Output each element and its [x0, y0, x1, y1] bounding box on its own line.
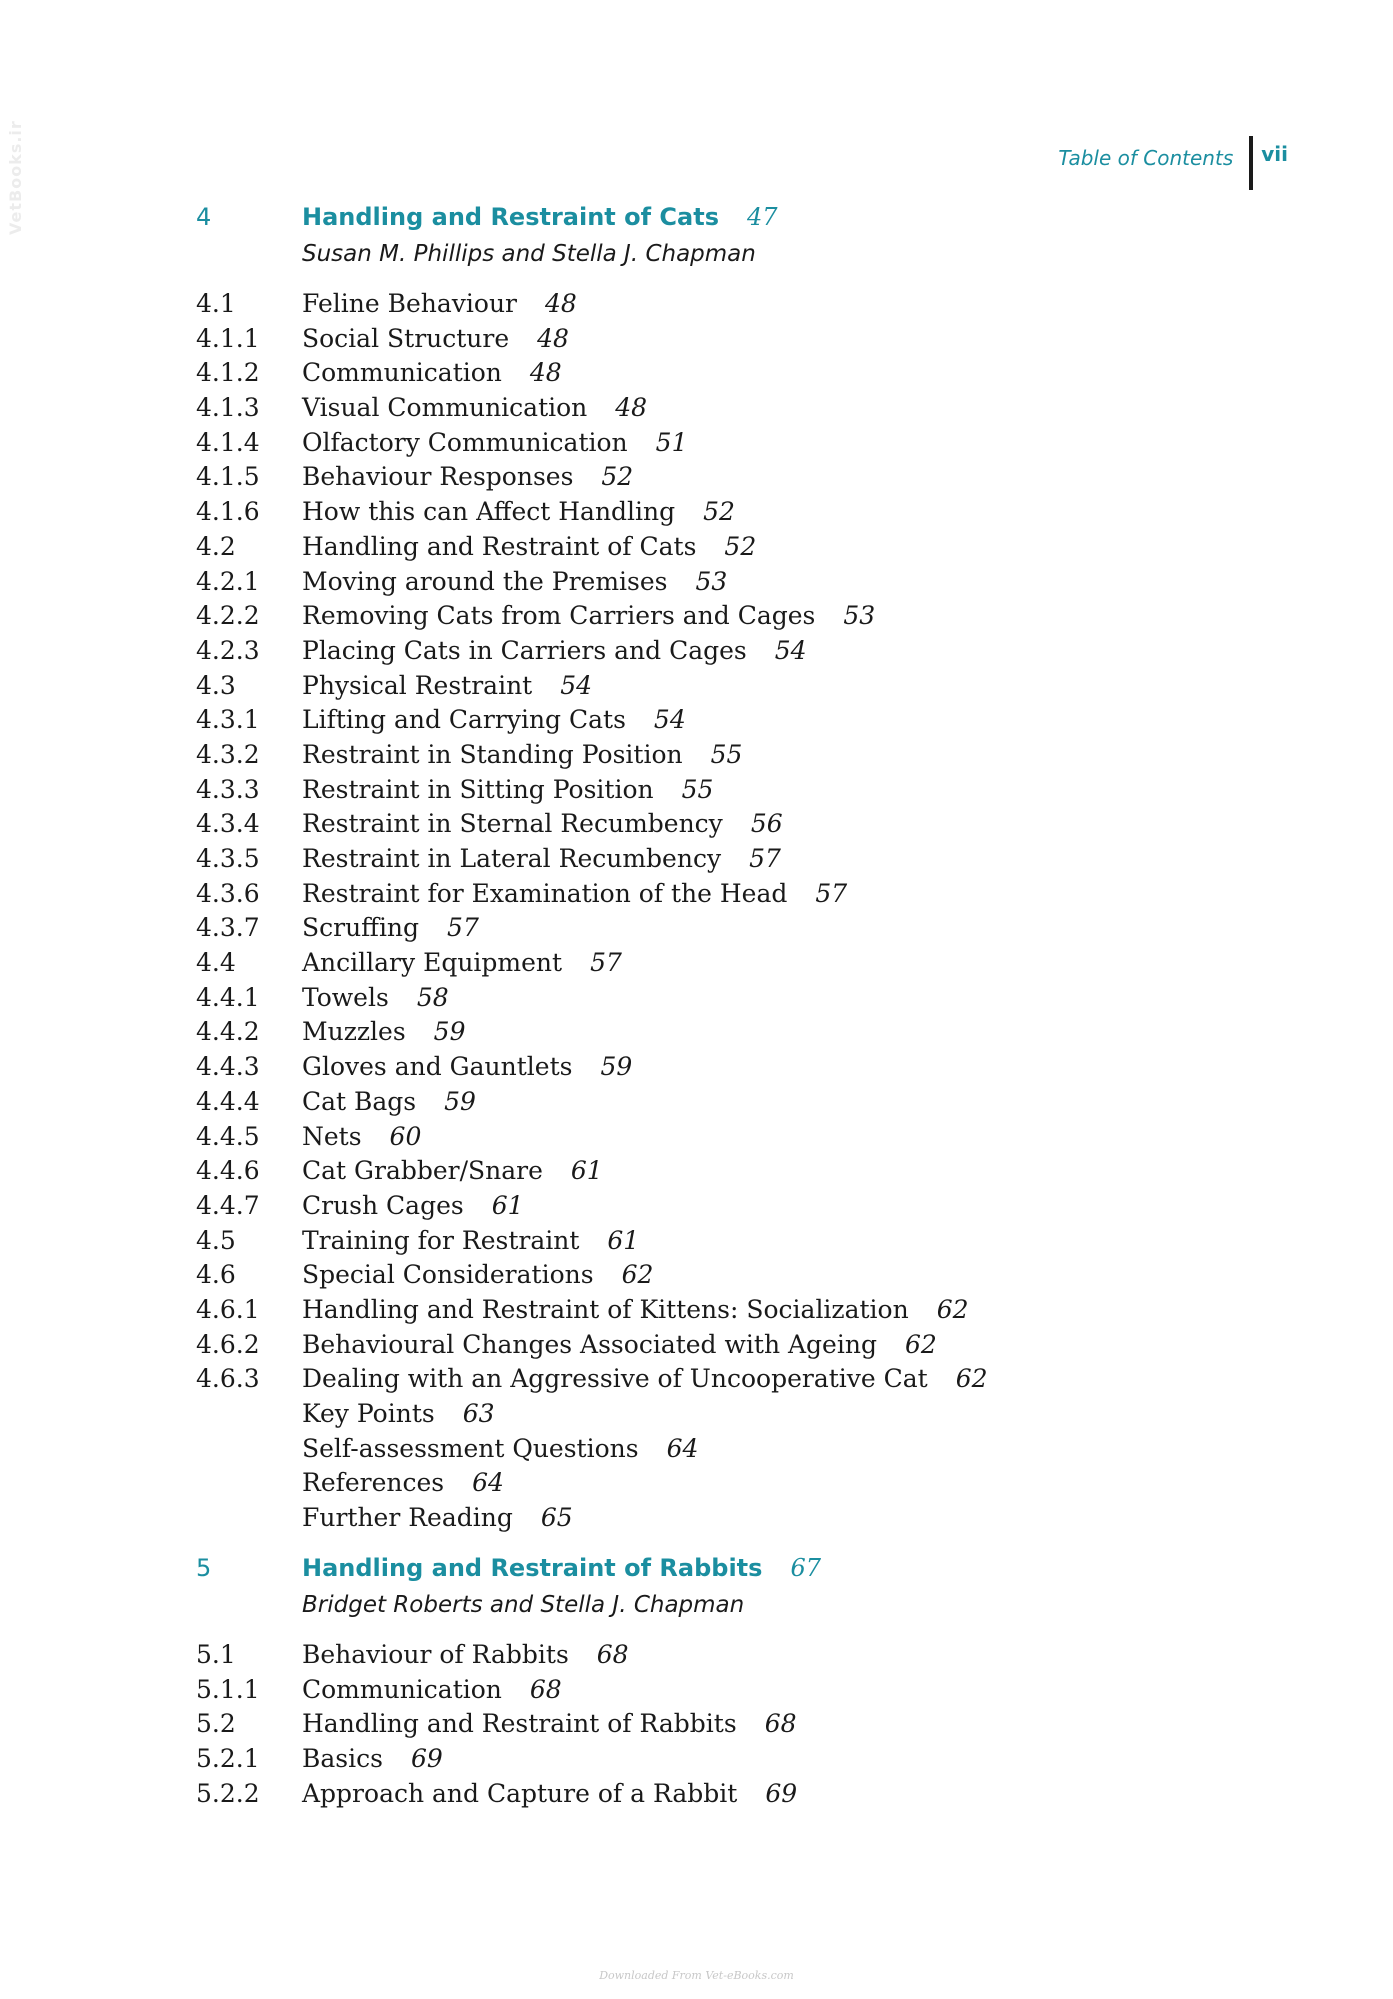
entry-page: 68	[596, 1640, 629, 1669]
entry-page: 52	[724, 531, 757, 561]
toc-entry[interactable]	[196, 1709, 1296, 1744]
entry-title: Ancillary Equipment	[302, 948, 563, 978]
entry-page: 48	[545, 289, 577, 318]
toc-entry[interactable]	[196, 636, 1296, 671]
toc-entry[interactable]	[196, 844, 1296, 879]
entry-title: Behavioural Changes Associated with Ageing	[302, 1329, 877, 1359]
entry-number: 4.1.5	[196, 462, 260, 492]
entry-title: Further Reading	[302, 1503, 513, 1533]
chapter-authors: Bridget Roberts and Stella J. Chapman	[302, 1592, 745, 1618]
entry-number: 4.3	[196, 670, 236, 700]
entry-number: 4.4.1	[196, 982, 260, 1012]
entry-number: 4.4.4	[196, 1086, 260, 1116]
entry-page: 59	[600, 1052, 633, 1082]
toc-entry[interactable]	[196, 775, 1296, 810]
side-watermark: VetBooks.ir	[6, 120, 25, 235]
entry-title: Cat Bags	[302, 1086, 417, 1116]
entry-title: Placing Cats in Carriers and Cages	[302, 635, 747, 665]
entry-number: 4.4.2	[196, 1017, 260, 1047]
entry-number: 4.1.2	[196, 358, 260, 388]
entry-number: 4.2.1	[196, 566, 260, 596]
chapter-heading[interactable]	[196, 1554, 1296, 1588]
entry-page: 54	[774, 635, 807, 665]
toc-entry[interactable]	[196, 1675, 1296, 1710]
entry-page: 51	[655, 427, 688, 457]
entry-title: References	[302, 1468, 445, 1498]
toc-entry[interactable]	[196, 1779, 1296, 1814]
entry-title: Olfactory Communication	[302, 427, 628, 457]
entry-title: Basics	[302, 1744, 383, 1774]
toc-entry[interactable]	[196, 879, 1296, 914]
toc-entry[interactable]	[196, 1434, 1296, 1469]
entry-title: Handling and Restraint of Cats	[302, 531, 697, 561]
entry-page: 62	[936, 1294, 969, 1324]
entry-page: 68	[529, 1674, 562, 1704]
toc-entry[interactable]	[196, 1330, 1296, 1365]
entry-page: 60	[389, 1121, 422, 1151]
entry-title: Restraint in Standing Position	[302, 739, 683, 769]
chapter-page: 47	[746, 203, 778, 231]
entry-page: 52	[601, 462, 634, 492]
entry-number: 4.2.2	[196, 601, 260, 631]
entry-title: Handling and Restraint of Rabbits	[302, 1709, 737, 1739]
toc-entry[interactable]	[196, 462, 1296, 497]
entry-title: Nets	[302, 1121, 362, 1151]
entry-page: 55	[681, 774, 714, 804]
entry-number: 4.3.5	[196, 844, 260, 873]
toc-entry[interactable]	[196, 532, 1296, 567]
toc-entry[interactable]	[196, 1156, 1296, 1191]
entry-page: 48	[615, 393, 648, 423]
toc-entry[interactable]	[196, 913, 1296, 948]
toc-entry[interactable]	[196, 567, 1296, 602]
entry-title: Physical Restraint	[302, 670, 533, 700]
entry-title: Visual Communication	[302, 393, 588, 423]
toc-entry[interactable]	[196, 1468, 1296, 1503]
entry-title: Feline Behaviour	[302, 289, 518, 318]
entry-page: 57	[447, 913, 479, 943]
footer-watermark: Downloaded From Vet-eBooks.com	[599, 1969, 794, 1982]
entry-title: Communication	[302, 1674, 502, 1704]
entry-number: 5.2	[196, 1709, 236, 1739]
toc-entry[interactable]	[196, 393, 1296, 428]
toc-entry[interactable]	[196, 289, 1296, 324]
entry-number: 4.1.4	[196, 427, 260, 457]
entry-number: 4.3.2	[196, 739, 260, 769]
entry-title: Special Considerations	[302, 1260, 594, 1290]
entry-title: Lifting and Carrying Cats	[302, 705, 626, 735]
toc-entry[interactable]	[196, 948, 1296, 983]
entry-page: 58	[416, 982, 449, 1012]
entry-title: Towels	[302, 982, 389, 1012]
entry-page: 54	[560, 670, 593, 700]
entry-number: 4.3.6	[196, 878, 260, 908]
toc-entry[interactable]	[196, 1226, 1296, 1261]
entry-page: 56	[750, 809, 783, 839]
entry-title: Social Structure	[302, 323, 510, 353]
entry-page: 63	[462, 1399, 495, 1428]
entry-page: 68	[764, 1709, 797, 1739]
running-head-page-number: vii	[1261, 142, 1288, 166]
entry-title: How this can Affect Handling	[302, 497, 676, 527]
chapter-heading[interactable]	[196, 203, 1296, 237]
entry-number: 5.2.1	[196, 1744, 260, 1774]
entry-page: 48	[537, 323, 569, 353]
entry-page: 48	[529, 358, 562, 388]
running-head-title: Table of Contents	[1058, 146, 1234, 170]
toc-entry[interactable]	[196, 1744, 1296, 1779]
entry-page: 53	[843, 601, 876, 631]
entry-number: 4.1	[196, 289, 236, 318]
entry-number: 4.4.7	[196, 1190, 260, 1220]
entry-number: 4.4.5	[196, 1121, 260, 1151]
entry-page: 57	[590, 948, 622, 978]
toc-entry[interactable]	[196, 1295, 1296, 1330]
toc-entry[interactable]	[196, 1122, 1296, 1157]
entry-title: Self-assessment Questions	[302, 1433, 639, 1463]
entry-number: 4.3.3	[196, 774, 260, 804]
entry-number: 4.3.1	[196, 705, 260, 735]
chapter-number: 4	[196, 203, 212, 231]
entry-number: 5.1.1	[196, 1674, 260, 1704]
entry-title: Scruffing	[302, 913, 420, 943]
entry-page: 64	[666, 1433, 699, 1463]
entry-title: Restraint in Sitting Position	[302, 774, 654, 804]
entry-title: Behaviour Responses	[302, 462, 574, 492]
entry-page: 57	[815, 878, 848, 908]
entry-title: Handling and Restraint of Kittens: Socialization	[302, 1294, 909, 1324]
toc-entry[interactable]	[196, 1017, 1296, 1052]
toc-entry[interactable]	[196, 358, 1296, 393]
toc-entry[interactable]	[196, 1640, 1296, 1675]
entry-number: 4.4	[196, 948, 236, 978]
entry-number: 4.4.3	[196, 1052, 260, 1082]
toc-entry[interactable]	[196, 1399, 1296, 1434]
entry-number: 4.1.1	[196, 323, 260, 353]
entry-page: 57	[749, 844, 781, 873]
toc-entry[interactable]	[196, 428, 1296, 463]
entry-title: Restraint for Examination of the Head	[302, 878, 788, 908]
chapter-page: 67	[790, 1554, 821, 1582]
entry-page: 69	[410, 1744, 443, 1774]
toc-entry[interactable]	[196, 1191, 1296, 1226]
entry-page: 64	[472, 1468, 504, 1498]
entry-page: 52	[703, 497, 735, 527]
toc-entry[interactable]	[196, 497, 1296, 532]
entry-number: 5.1	[196, 1640, 236, 1669]
toc-entry[interactable]	[196, 1052, 1296, 1087]
entry-page: 59	[444, 1086, 476, 1116]
entry-page: 61	[491, 1190, 524, 1220]
entry-title: Approach and Capture of a Rabbit	[302, 1778, 738, 1808]
running-head	[1058, 136, 1288, 190]
entry-number: 4.6.2	[196, 1329, 260, 1359]
chapter-5	[196, 1554, 1296, 1813]
entry-page: 55	[710, 739, 743, 769]
entry-title: Muzzles	[302, 1017, 406, 1047]
toc-entry[interactable]	[196, 740, 1296, 775]
entry-page: 59	[433, 1017, 466, 1047]
entry-page: 69	[765, 1778, 798, 1808]
entry-number: 5.2.2	[196, 1778, 260, 1808]
entry-title: Training for Restraint	[302, 1225, 580, 1255]
entry-title: Communication	[302, 358, 502, 388]
entry-title: Key Points	[302, 1399, 435, 1428]
toc-entry[interactable]	[196, 1364, 1296, 1399]
entry-page: 53	[695, 566, 728, 596]
chapter-number: 5	[196, 1554, 212, 1582]
entry-title: Gloves and Gauntlets	[302, 1052, 573, 1082]
entry-title: Restraint in Lateral Recumbency	[302, 844, 722, 873]
entry-number: 4.3.4	[196, 809, 260, 839]
chapter-authors: Susan M. Phillips and Stella J. Chapman	[302, 241, 756, 267]
entry-number: 4.1.6	[196, 497, 260, 527]
entry-number: 4.1.3	[196, 393, 260, 423]
toc-entry[interactable]	[196, 1503, 1296, 1538]
toc-entry[interactable]	[196, 324, 1296, 359]
entry-number: 4.6	[196, 1260, 236, 1290]
entry-number: 4.3.7	[196, 913, 260, 943]
entry-number: 4.6.3	[196, 1364, 260, 1394]
toc-entry[interactable]	[196, 705, 1296, 740]
running-head-rule	[1249, 136, 1253, 190]
entry-title: Removing Cats from Carriers and Cages	[302, 601, 816, 631]
chapter-4	[196, 203, 1296, 1538]
entry-title: Moving around the Premises	[302, 566, 668, 596]
entry-page: 61	[570, 1156, 603, 1186]
toc-entry[interactable]	[196, 671, 1296, 706]
entry-number: 4.2.3	[196, 635, 260, 665]
entry-page: 62	[955, 1364, 988, 1394]
entry-number: 4.6.1	[196, 1294, 260, 1324]
toc-entry[interactable]	[196, 601, 1296, 636]
entry-title: Dealing with an Aggressive of Uncooperative Cat	[302, 1364, 928, 1394]
entry-page: 54	[653, 705, 686, 735]
entry-number: 4.2	[196, 531, 236, 561]
chapter-title: Handling and Restraint of Cats	[302, 203, 719, 231]
toc-entry[interactable]	[196, 809, 1296, 844]
entry-title: Cat Grabber/Snare	[302, 1156, 543, 1186]
chapter-title: Handling and Restraint of Rabbits	[302, 1554, 763, 1582]
entry-title: Crush Cages	[302, 1190, 464, 1220]
toc-entry[interactable]	[196, 1260, 1296, 1295]
entry-page: 61	[607, 1225, 640, 1255]
toc-entry[interactable]	[196, 1087, 1296, 1122]
entry-page: 62	[904, 1329, 937, 1359]
entry-page: 65	[540, 1503, 573, 1533]
toc-entry-list	[196, 1640, 1296, 1813]
entry-number: 4.4.6	[196, 1156, 260, 1186]
toc-entry[interactable]	[196, 983, 1296, 1018]
entry-title: Restraint in Sternal Recumbency	[302, 809, 723, 839]
entry-title: Behaviour of Rabbits	[302, 1640, 569, 1669]
entry-page: 62	[621, 1260, 654, 1290]
entry-number: 4.5	[196, 1225, 236, 1255]
toc-entry-list	[196, 289, 1296, 1538]
